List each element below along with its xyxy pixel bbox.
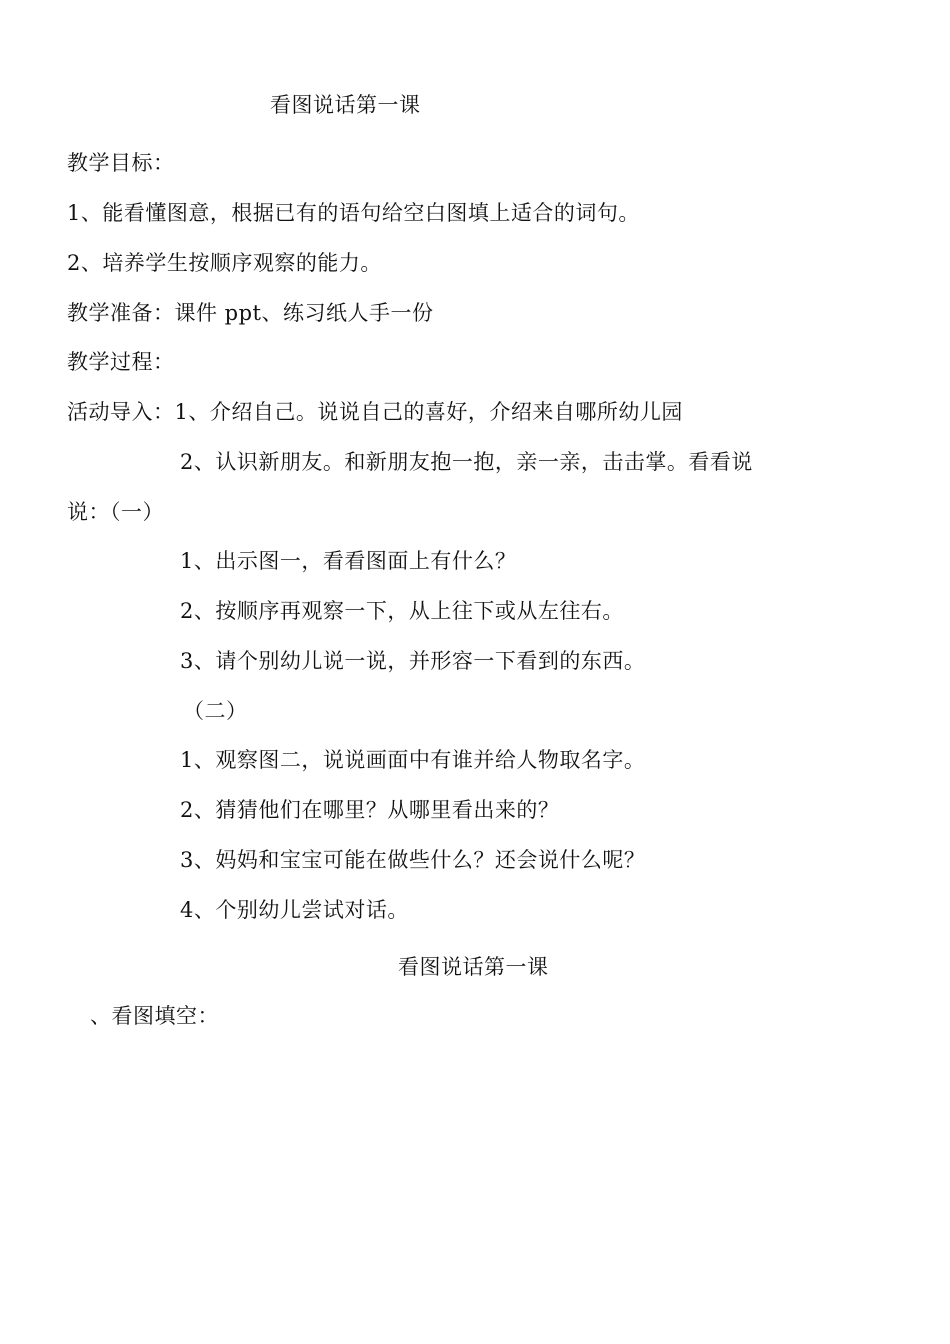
part-one-step-1: 1、出示图一，看看图面上有什么？: [180, 549, 517, 573]
part-two-label: （二）: [183, 699, 248, 723]
intro-activity-2: 2、认识新朋友。和新朋友抱一抱，亲一亲，击击掌。看看说: [180, 450, 753, 474]
part-one-step-3: 3、请个别幼儿说一说，并形容一下看到的东西。: [180, 649, 646, 673]
exercise-heading: 、看图填空：: [90, 1004, 219, 1028]
part-one-step-2: 2、按顺序再观察一下，从上往下或从左往右。: [180, 599, 624, 623]
process-heading: 教学过程：: [67, 350, 175, 374]
part-two-step-3: 3、妈妈和宝宝可能在做些什么？还会说什么呢？: [180, 848, 646, 872]
part-two-step-1: 1、观察图二，说说画面中有谁并给人物取名字。: [180, 748, 646, 772]
part-one-label: 说：（一）: [67, 500, 164, 524]
goals-heading: 教学目标：: [67, 151, 175, 175]
preparation-line: 教学准备：课件 ppt、练习纸人手一份: [67, 301, 434, 325]
part-two-step-2: 2、猜猜他们在哪里？从哪里看出来的？: [180, 798, 560, 822]
goal-item-2: 2、培养学生按顺序观察的能力。: [67, 251, 382, 275]
section-title-2: 看图说话第一课: [398, 955, 549, 979]
part-two-step-4: 4、个别幼儿尝试对话。: [180, 898, 409, 922]
page-title: 看图说话第一课: [270, 93, 421, 117]
goal-item-1: 1、能看懂图意，根据已有的语句给空白图填上适合的词句。: [67, 201, 640, 225]
intro-activity-1: 活动导入：1、介绍自己。说说自己的喜好，介绍来自哪所幼儿园: [67, 400, 683, 424]
